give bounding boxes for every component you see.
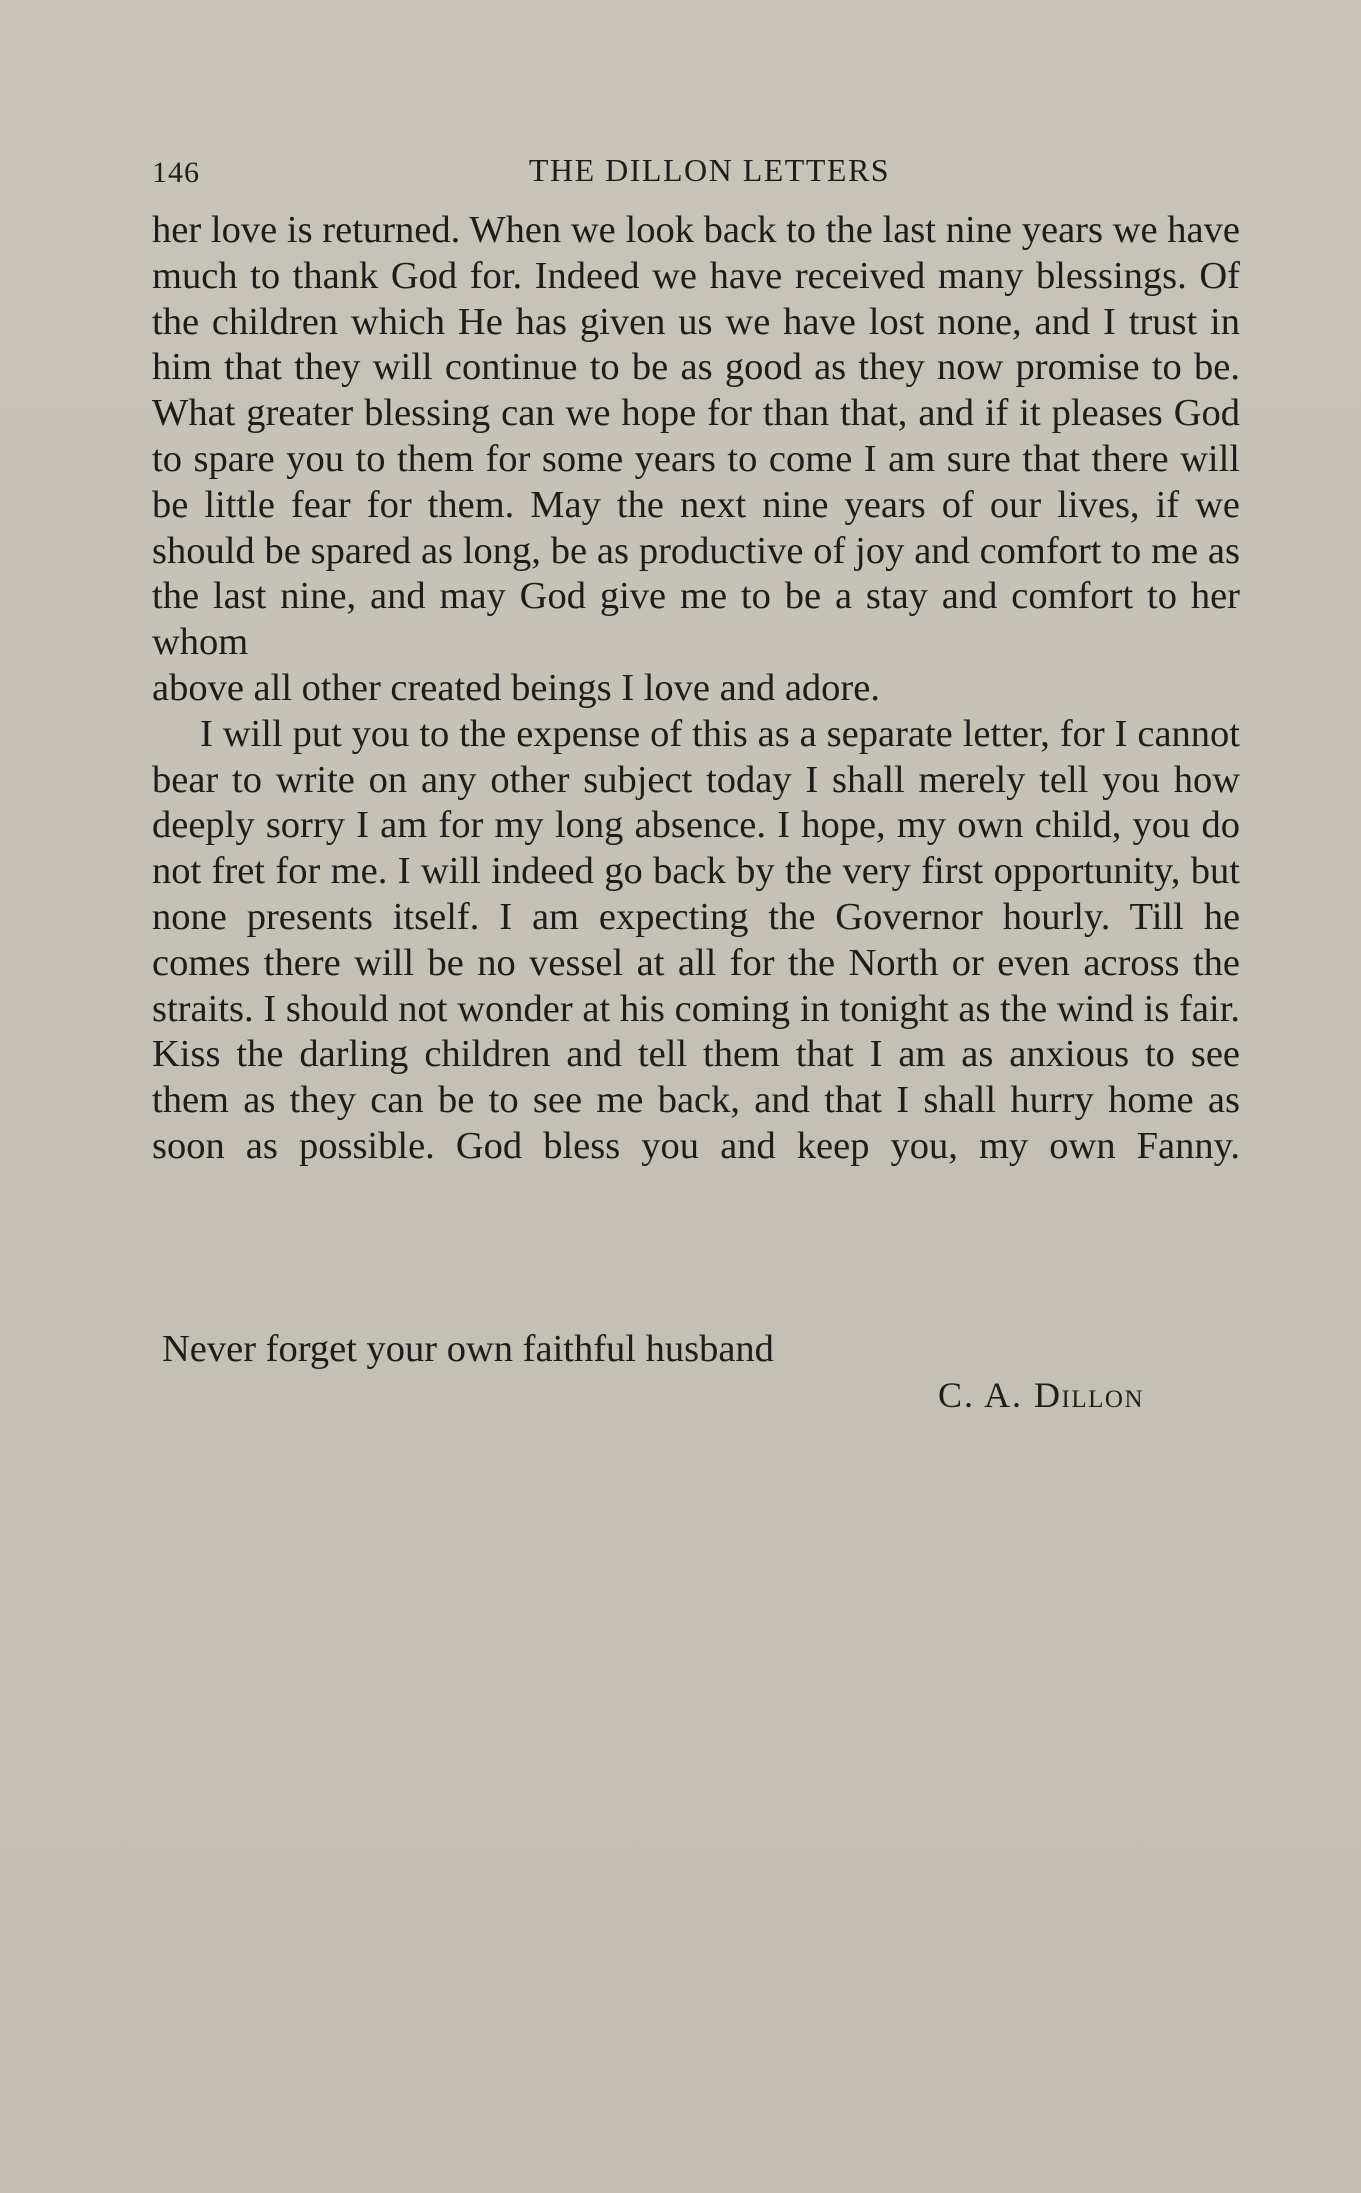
text-line: God to spare you to them for some years to come I am sure — [152, 392, 1241, 480]
text-line: continue to be as good as they now promise to be. What — [152, 346, 1240, 435]
paragraph-2 — [152, 712, 1240, 1170]
text-line: will indeed go back by the very first opportunity, but none — [152, 850, 1241, 938]
letter-body — [152, 208, 1240, 1170]
text-line: that there will be little fear for them. May the next nine — [152, 437, 1241, 526]
text-line: years of our lives, if we should be spared as long, be as — [152, 483, 1240, 572]
text-line: given us we have lost none, and I trust in him that they will — [152, 300, 1240, 389]
text-line: I will put you to the expense of this as a separate letter, — [200, 712, 1050, 755]
text-line: years we have much to thank God for. Indeed we have — [152, 209, 1240, 297]
text-line: greater blessing can we hope for than that, and if it pleases — [246, 392, 1163, 435]
text-line: productive of joy and comfort to me as the last nine, and — [152, 529, 1240, 618]
text-line: possible. God bless you and keep you, my own Fanny. — [298, 1124, 1241, 1167]
signature — [938, 1374, 1144, 1416]
text-line: across the straits. I should not wonder at his coming in — [152, 941, 1240, 1030]
running-head — [152, 148, 1237, 198]
text-line: tonight as the wind is fair. Kiss the darling children and — [152, 987, 1241, 1076]
text-line: her love is returned. When we look back to the last nine — [152, 209, 1012, 251]
signature-surname: Dillon — [1034, 1375, 1145, 1415]
paragraph-1-last-line — [152, 666, 1240, 712]
text-line: received many blessings. Of the children which He has — [152, 254, 1240, 343]
text-line: to see me back, and that I shall hurry home as soon as — [152, 1079, 1240, 1167]
text-line: for I cannot bear to write on any other subject today I — [152, 712, 1240, 801]
closing-line: Never forget your own faithful husband — [162, 1328, 774, 1370]
text-line: absence. I hope, my own child, you do not fret for me. I — [152, 804, 1241, 893]
running-title: THE DILLON LETTERS — [528, 152, 891, 188]
text-line: above all other created beings I love and adore. — [152, 666, 880, 709]
page-number: 146 — [152, 156, 200, 189]
paragraph-1 — [152, 208, 1240, 666]
text-line: tell them that I am as anxious to see them as they can be — [152, 1033, 1241, 1122]
text-line: shall merely tell you how deeply sorry I am for my long — [152, 758, 1241, 847]
text-line: presents itself. I am expecting the Governor hourly. Till — [246, 895, 1184, 938]
text-line: he comes there will be no vessel at all for the North or even — [152, 895, 1241, 984]
text-line: may God give me to be a stay and comfort to her whom — [152, 575, 1240, 664]
signature-initials: C. A. — [938, 1375, 1024, 1415]
